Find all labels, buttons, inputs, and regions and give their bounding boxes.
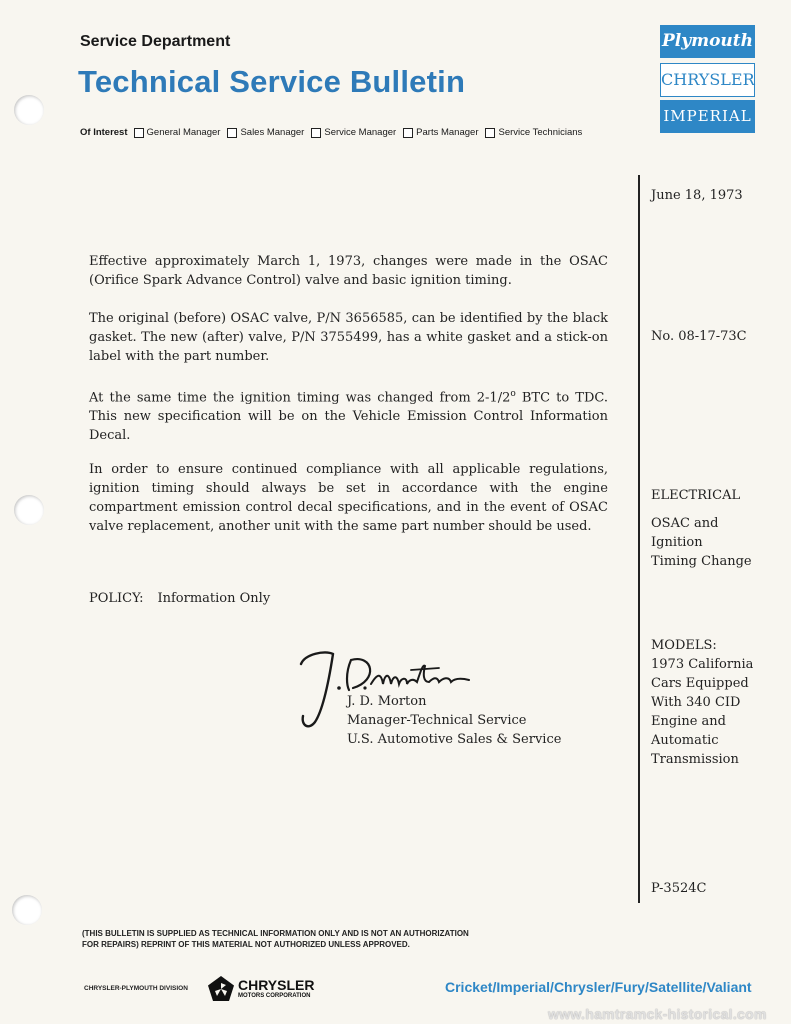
models-label: MODELS: <box>651 638 717 653</box>
policy-value: Information Only <box>157 591 271 606</box>
checkbox-icon[interactable] <box>311 128 321 138</box>
bulletin-subject: OSAC and Ignition Timing Change <box>651 516 752 569</box>
division-label: CHRYSLER-PLYMOUTH DIVISION <box>84 985 188 992</box>
signer-name: J. D. Morton <box>347 694 427 709</box>
policy-line <box>89 591 270 606</box>
page-title: Technical Service Bulletin <box>78 64 466 99</box>
brand-plymouth: Plymouth <box>660 25 755 58</box>
department-label: Service Department <box>80 33 231 50</box>
signer-dept: U.S. Automotive Sales & Service <box>347 732 562 747</box>
bulletin-date: June 18, 1973 <box>651 188 743 203</box>
model-line: Transmission <box>651 752 739 767</box>
corporation-name: CHRYSLER <box>238 977 315 993</box>
punch-hole-top <box>14 95 44 125</box>
pentastar-icon <box>207 975 235 1003</box>
model-line: Automatic <box>651 733 719 748</box>
paragraph-1: Effective approximately March 1, 1973, changes were made in the OSAC (Orifice Spark Advance Control) valve and basic ignition timing. <box>89 254 608 288</box>
signer-title: Manager-Technical Service <box>347 713 527 728</box>
brand-chrysler: CHRYSLER <box>660 63 755 97</box>
watermark: www.hamtramck-historical.com <box>548 1006 767 1022</box>
checkbox-icon[interactable] <box>227 128 237 138</box>
checkbox-icon[interactable] <box>485 128 495 138</box>
option-service-manager[interactable]: Service Manager <box>311 127 396 138</box>
models-line: Cricket/Imperial/Chrysler/Fury/Satellite/Valiant <box>445 979 752 995</box>
option-general-manager[interactable]: General Manager <box>134 127 221 138</box>
model-line: Engine and <box>651 714 726 729</box>
option-sales-manager[interactable]: Sales Manager <box>227 127 304 138</box>
column-divider <box>638 175 640 903</box>
paragraph-2: The original (before) OSAC valve, P/N 3656585, can be identified by the black gasket. The new (after) valve, P/N 3755499, has a white gasket and a stick-on label with the part number. <box>89 311 608 364</box>
punch-hole-bottom <box>12 895 42 925</box>
paragraph-4: In order to ensure continued compliance with all applicable regulations, ignition timing should always be set in accordance with the engine compartment emission control decal specifications, and in the event of OSAC valve replacement, another unit with the same part number should be used. <box>89 462 608 534</box>
of-interest-row <box>80 127 589 138</box>
bulletin-number: No. 08-17-73C <box>651 329 747 344</box>
model-line: Cars Equipped <box>651 676 749 691</box>
brand-imperial: IMPERIAL <box>660 100 755 133</box>
disclaimer: (THIS BULLETIN IS SUPPLIED AS TECHNICAL INFORMATION ONLY AND IS NOT AN AUTHORIZATION FOR REPAIRS) REPRINT OF THIS MATERIAL NOT AUTHORIZED UNLESS APPROVED. <box>82 929 469 949</box>
punch-hole-middle <box>14 495 44 525</box>
degree-mark: o <box>510 389 516 399</box>
paragraph-3: At the same time the ignition timing was changed from 2-1/2$^o$ BTC to TDC. This new specification will be on the Vehicle Emission Control Information Decal. <box>89 389 609 444</box>
checkbox-icon[interactable] <box>403 128 413 138</box>
model-line: With 340 CID <box>651 695 741 710</box>
option-parts-manager[interactable]: Parts Manager <box>403 127 478 138</box>
model-line: 1973 California <box>651 657 754 672</box>
bulletin-category: ELECTRICAL <box>651 488 741 503</box>
policy-label: POLICY: <box>89 591 144 606</box>
of-interest-label: Of Interest <box>80 127 128 138</box>
option-service-technicians[interactable]: Service Technicians <box>485 127 582 138</box>
bulletin-code: P-3524C <box>651 881 707 896</box>
bulletin-models <box>651 636 753 769</box>
corporation-subtitle: MOTORS CORPORATION <box>238 993 311 999</box>
checkbox-icon[interactable] <box>134 128 144 138</box>
